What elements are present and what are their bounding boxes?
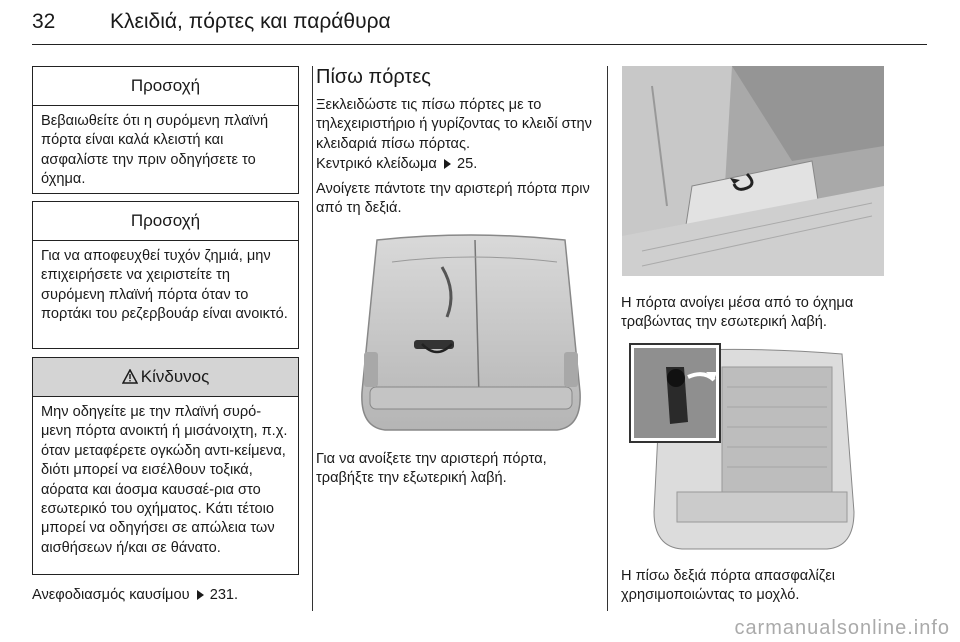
lever-illustration bbox=[622, 342, 884, 552]
fuel-reference-page: 231. bbox=[209, 587, 239, 603]
caution-box-2 bbox=[32, 201, 299, 349]
chapter-title: Κλειδιά, πόρτες και παράθυρα bbox=[110, 10, 391, 33]
watermark-bar bbox=[0, 612, 960, 642]
page-number: 32 bbox=[32, 10, 56, 33]
column-divider bbox=[312, 66, 313, 611]
fuel-reference[interactable] bbox=[32, 586, 238, 605]
fuel-reference-text: Ανεφοδιασμός καυσίμου bbox=[32, 587, 190, 603]
open-order-paragraph: Ανοίγετε πάντοτε την αριστερή πόρτα πριν από τη δεξιά. bbox=[316, 181, 590, 217]
watermark-text: carmanualsonline.info bbox=[734, 617, 950, 639]
caution-title: Προσοχή bbox=[33, 202, 298, 241]
section-heading: Πίσω πόρτες bbox=[316, 66, 431, 88]
danger-text: Μην οδηγείτε με την πλαϊνή συρό-μενη πόρτα ανοικτή ή μισάνοιχτη, π.χ. όταν μεταφέρετε ογκώδη αντι-κείμενα, διότι μπορεί να εισέλθουν τοξικά, αόρατα και άοσμα καυσαέ-ρια στο εσωτερικό του οχήματος. Κάτι τέτοιο μπορεί να οδηγήσει σε απώλεια των αισθήσεων ή/και σε θάνατο. bbox=[41, 404, 288, 556]
figure-caption-2: Η πόρτα ανοίγει μέσα από το όχημα τραβώντας την εσωτερική λαβή. bbox=[621, 295, 854, 331]
danger-title: Κίνδυνος bbox=[140, 367, 210, 386]
column-divider bbox=[607, 66, 608, 611]
unlock-paragraph: Ξεκλειδώστε τις πίσω πόρτες με το τηλεχειριστήριο ή γυρίζοντας το κλειδί στην κλειδαριά πίσω πόρτας. bbox=[316, 97, 592, 152]
page-reference-arrow-icon bbox=[444, 159, 451, 169]
central-lock-reference[interactable] bbox=[316, 155, 477, 174]
danger-header bbox=[33, 358, 298, 397]
page-reference-arrow-icon bbox=[197, 590, 204, 600]
caution-text: Για να αποφευχθεί τυχόν ζημιά, μην επιχειρήσετε να χειριστείτε τη συρόμενη πλαϊνή πόρτα όταν το πορτάκι του ρεζερβουάρ είναι ανοικτό. bbox=[41, 248, 288, 323]
interior-handle-illustration bbox=[622, 66, 884, 276]
central-lock-text: Κεντρικό κλείδωμα bbox=[316, 156, 437, 172]
page-header bbox=[32, 6, 927, 45]
figure-caption-3: Η πίσω δεξιά πόρτα απασφαλίζει χρησιμοποιώντας το μοχλό. bbox=[621, 568, 835, 604]
caution-box-1 bbox=[32, 66, 299, 194]
warning-triangle-icon bbox=[122, 369, 138, 384]
rear-doors-illustration bbox=[352, 232, 590, 432]
danger-box bbox=[32, 357, 299, 575]
central-lock-page: 25. bbox=[456, 156, 478, 172]
figure-caption-1: Για να ανοίξετε την αριστερή πόρτα, τραβήξτε την εξωτερική λαβή. bbox=[316, 451, 547, 487]
caution-text: Βεβαιωθείτε ότι η συρόμενη πλαϊνή πόρτα είναι καλά κλειστή και ασφαλίστε την πριν οδηγήσετε το όχημα. bbox=[41, 113, 269, 188]
caution-title: Προσοχή bbox=[33, 67, 298, 106]
